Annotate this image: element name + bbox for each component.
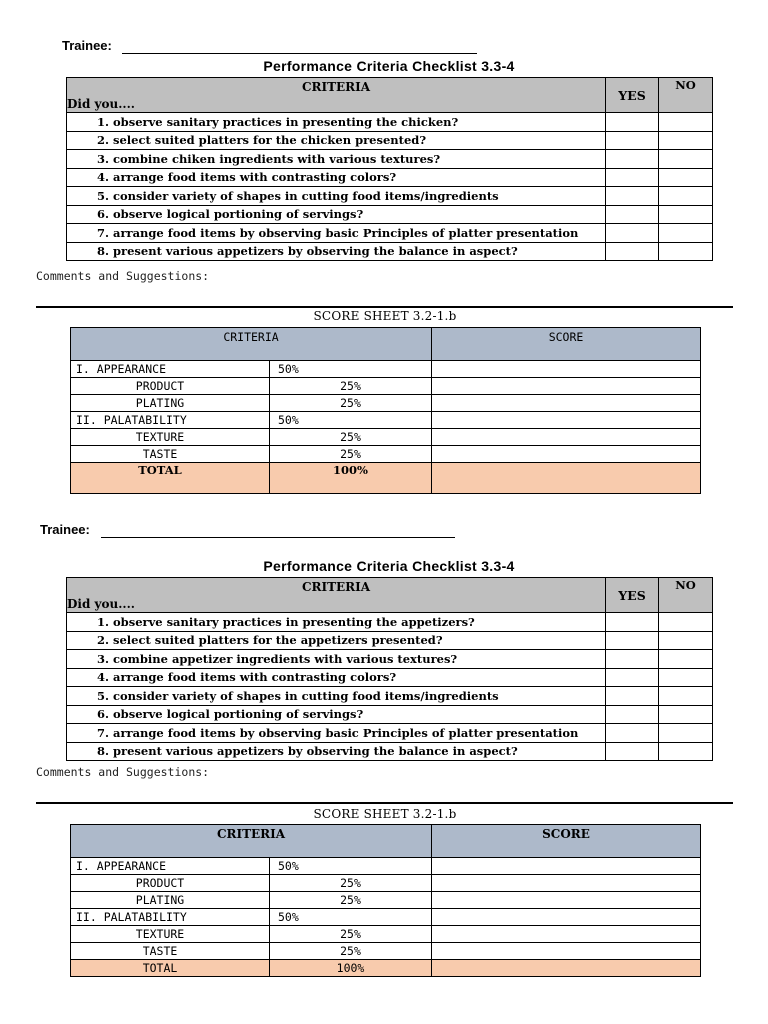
criteria-label: I. APPEARANCE [71, 858, 270, 875]
trainee-name-field[interactable] [122, 38, 477, 54]
checklist-title: Performance Criteria Checklist 3.3-4 [263, 58, 515, 74]
no-checkbox-cell[interactable] [659, 724, 713, 743]
checklist-row [67, 668, 713, 687]
score-cell[interactable] [432, 858, 701, 875]
checklist-row [67, 131, 713, 150]
criteria-label: PRODUCT [71, 875, 270, 892]
score-criteria-header: CRITERIA [71, 328, 432, 361]
criteria-label: PLATING [71, 892, 270, 909]
criteria-label: TASTE [71, 943, 270, 960]
trainee-label: Trainee: [40, 522, 90, 537]
criteria-percent: 25% [270, 395, 432, 412]
yes-checkbox-cell[interactable] [606, 205, 659, 224]
yes-checkbox-cell[interactable] [606, 131, 659, 150]
checklist-item: 6. observe logical portioning of servings? [67, 205, 606, 224]
trainee-name-field[interactable] [101, 522, 455, 538]
criteria-label: II. PALATABILITY [71, 909, 270, 926]
checklist-row [67, 242, 713, 261]
score-row [71, 395, 701, 412]
criteria-header-cell [67, 578, 606, 613]
no-checkbox-cell[interactable] [659, 687, 713, 706]
checklist-item: 3. combine appetizer ingredients with various textures? [67, 650, 606, 669]
score-cell[interactable] [432, 875, 701, 892]
score-cell[interactable] [432, 446, 701, 463]
criteria-header: CRITERIA [301, 580, 371, 594]
criteria-percent: 50% [270, 909, 432, 926]
checklist-row [67, 187, 713, 206]
yes-checkbox-cell[interactable] [606, 631, 659, 650]
checklist-table [66, 77, 713, 261]
score-row [71, 429, 701, 446]
yes-checkbox-cell[interactable] [606, 668, 659, 687]
yes-header: YES [606, 78, 659, 113]
criteria-percent: 25% [270, 875, 432, 892]
total-label: TOTAL [71, 960, 270, 977]
checklist-title: Performance Criteria Checklist 3.3-4 [263, 558, 515, 574]
score-row [71, 378, 701, 395]
yes-checkbox-cell[interactable] [606, 168, 659, 187]
score-cell[interactable] [432, 943, 701, 960]
yes-header: YES [606, 578, 659, 613]
checklist-header-row [67, 578, 713, 613]
score-cell[interactable] [432, 429, 701, 446]
score-sheet-table [70, 327, 701, 494]
checklist-row [67, 205, 713, 224]
criteria-label: TEXTURE [71, 926, 270, 943]
score-cell[interactable] [432, 395, 701, 412]
checklist-row [67, 224, 713, 243]
score-cell[interactable] [432, 926, 701, 943]
score-row [71, 875, 701, 892]
score-cell[interactable] [432, 361, 701, 378]
no-checkbox-cell[interactable] [659, 242, 713, 261]
checklist-row [67, 742, 713, 761]
checklist-item: 8. present various appetizers by observing the balance in aspect? [67, 742, 606, 761]
criteria-label: PRODUCT [71, 378, 270, 395]
score-sheet-title: SCORE SHEET 3.2-1.b [313, 309, 457, 323]
criteria-header-cell [67, 78, 606, 113]
checklist-row [67, 705, 713, 724]
no-checkbox-cell[interactable] [659, 205, 713, 224]
score-cell[interactable] [432, 892, 701, 909]
divider [36, 306, 733, 308]
no-checkbox-cell[interactable] [659, 742, 713, 761]
score-criteria-header: CRITERIA [71, 825, 432, 858]
yes-checkbox-cell[interactable] [606, 150, 659, 169]
criteria-label: II. PALATABILITY [71, 412, 270, 429]
score-row [71, 943, 701, 960]
score-header-row [71, 328, 701, 361]
criteria-percent: 25% [270, 943, 432, 960]
comments-label: Comments and Suggestions: [36, 269, 210, 283]
checklist-item: 2. select suited platters for the appetizers presented? [67, 631, 606, 650]
trainee-label: Trainee: [62, 38, 112, 53]
checklist-item: 3. combine chiken ingredients with various textures? [67, 150, 606, 169]
no-checkbox-cell[interactable] [659, 613, 713, 632]
score-sheet-table [70, 824, 701, 977]
score-cell[interactable] [432, 909, 701, 926]
score-header: SCORE [432, 328, 701, 361]
yes-checkbox-cell[interactable] [606, 742, 659, 761]
criteria-label: TASTE [71, 446, 270, 463]
no-header: NO [659, 578, 713, 613]
total-percent: 100% [270, 960, 432, 977]
checklist-item: 4. arrange food items with contrasting colors? [67, 168, 606, 187]
criteria-header: CRITERIA [301, 80, 371, 94]
checklist-row [67, 687, 713, 706]
total-percent: 100% [270, 463, 432, 494]
checklist-row [67, 631, 713, 650]
total-score-cell[interactable] [432, 960, 701, 977]
score-row [71, 926, 701, 943]
checklist-item: 2. select suited platters for the chicken presented? [67, 131, 606, 150]
checklist-item: 7. arrange food items by observing basic Principles of platter presentation [67, 724, 606, 743]
total-row [71, 960, 701, 977]
checklist-item: 5. consider variety of shapes in cutting food items/ingredients [67, 687, 606, 706]
criteria-percent: 50% [270, 412, 432, 429]
score-cell[interactable] [432, 412, 701, 429]
criteria-label: I. APPEARANCE [71, 361, 270, 378]
criteria-percent: 50% [270, 858, 432, 875]
score-row [71, 909, 701, 926]
did-you-label: Did you.... [67, 97, 135, 111]
checklist-item: 8. present various appetizers by observing the balance in aspect? [67, 242, 606, 261]
no-checkbox-cell[interactable] [659, 631, 713, 650]
checklist-item: 6. observe logical portioning of servings? [67, 705, 606, 724]
no-checkbox-cell[interactable] [659, 131, 713, 150]
no-checkbox-cell[interactable] [659, 650, 713, 669]
score-row [71, 892, 701, 909]
checklist-row [67, 150, 713, 169]
yes-checkbox-cell[interactable] [606, 113, 659, 132]
yes-checkbox-cell[interactable] [606, 187, 659, 206]
no-checkbox-cell[interactable] [659, 668, 713, 687]
no-checkbox-cell[interactable] [659, 168, 713, 187]
score-row [71, 361, 701, 378]
score-cell[interactable] [432, 378, 701, 395]
no-header: NO [659, 78, 713, 113]
yes-checkbox-cell[interactable] [606, 650, 659, 669]
checklist-item: 1. observe sanitary practices in presenting the appetizers? [67, 613, 606, 632]
no-checkbox-cell[interactable] [659, 187, 713, 206]
yes-checkbox-cell[interactable] [606, 724, 659, 743]
checklist-item: 4. arrange food items with contrasting colors? [67, 668, 606, 687]
checklist-table [66, 577, 713, 761]
checklist-header-row [67, 78, 713, 113]
score-header-row [71, 825, 701, 858]
score-header: SCORE [432, 825, 701, 858]
checklist-item: 5. consider variety of shapes in cutting food items/ingredients [67, 187, 606, 206]
checklist-row [67, 613, 713, 632]
checklist-item: 7. arrange food items by observing basic Principles of platter presentation [67, 224, 606, 243]
comments-label: Comments and Suggestions: [36, 765, 210, 779]
checklist-item: 1. observe sanitary practices in presenting the chicken? [67, 113, 606, 132]
checklist-row [67, 113, 713, 132]
yes-checkbox-cell[interactable] [606, 613, 659, 632]
criteria-percent: 25% [270, 926, 432, 943]
score-row [71, 412, 701, 429]
score-row [71, 446, 701, 463]
yes-checkbox-cell[interactable] [606, 224, 659, 243]
criteria-percent: 25% [270, 446, 432, 463]
yes-checkbox-cell[interactable] [606, 687, 659, 706]
criteria-label: TEXTURE [71, 429, 270, 446]
criteria-percent: 25% [270, 378, 432, 395]
criteria-percent: 50% [270, 361, 432, 378]
checklist-row [67, 168, 713, 187]
yes-checkbox-cell[interactable] [606, 242, 659, 261]
no-checkbox-cell[interactable] [659, 224, 713, 243]
total-score-cell[interactable] [432, 463, 701, 494]
no-checkbox-cell[interactable] [659, 705, 713, 724]
criteria-percent: 25% [270, 429, 432, 446]
score-row [71, 858, 701, 875]
criteria-percent: 25% [270, 892, 432, 909]
did-you-label: Did you.... [67, 597, 135, 611]
yes-checkbox-cell[interactable] [606, 705, 659, 724]
score-sheet-title: SCORE SHEET 3.2-1.b [313, 807, 457, 821]
total-label: TOTAL [71, 463, 270, 494]
criteria-label: PLATING [71, 395, 270, 412]
no-checkbox-cell[interactable] [659, 150, 713, 169]
checklist-row [67, 724, 713, 743]
divider [36, 802, 733, 804]
no-checkbox-cell[interactable] [659, 113, 713, 132]
total-row [71, 463, 701, 494]
checklist-row [67, 650, 713, 669]
